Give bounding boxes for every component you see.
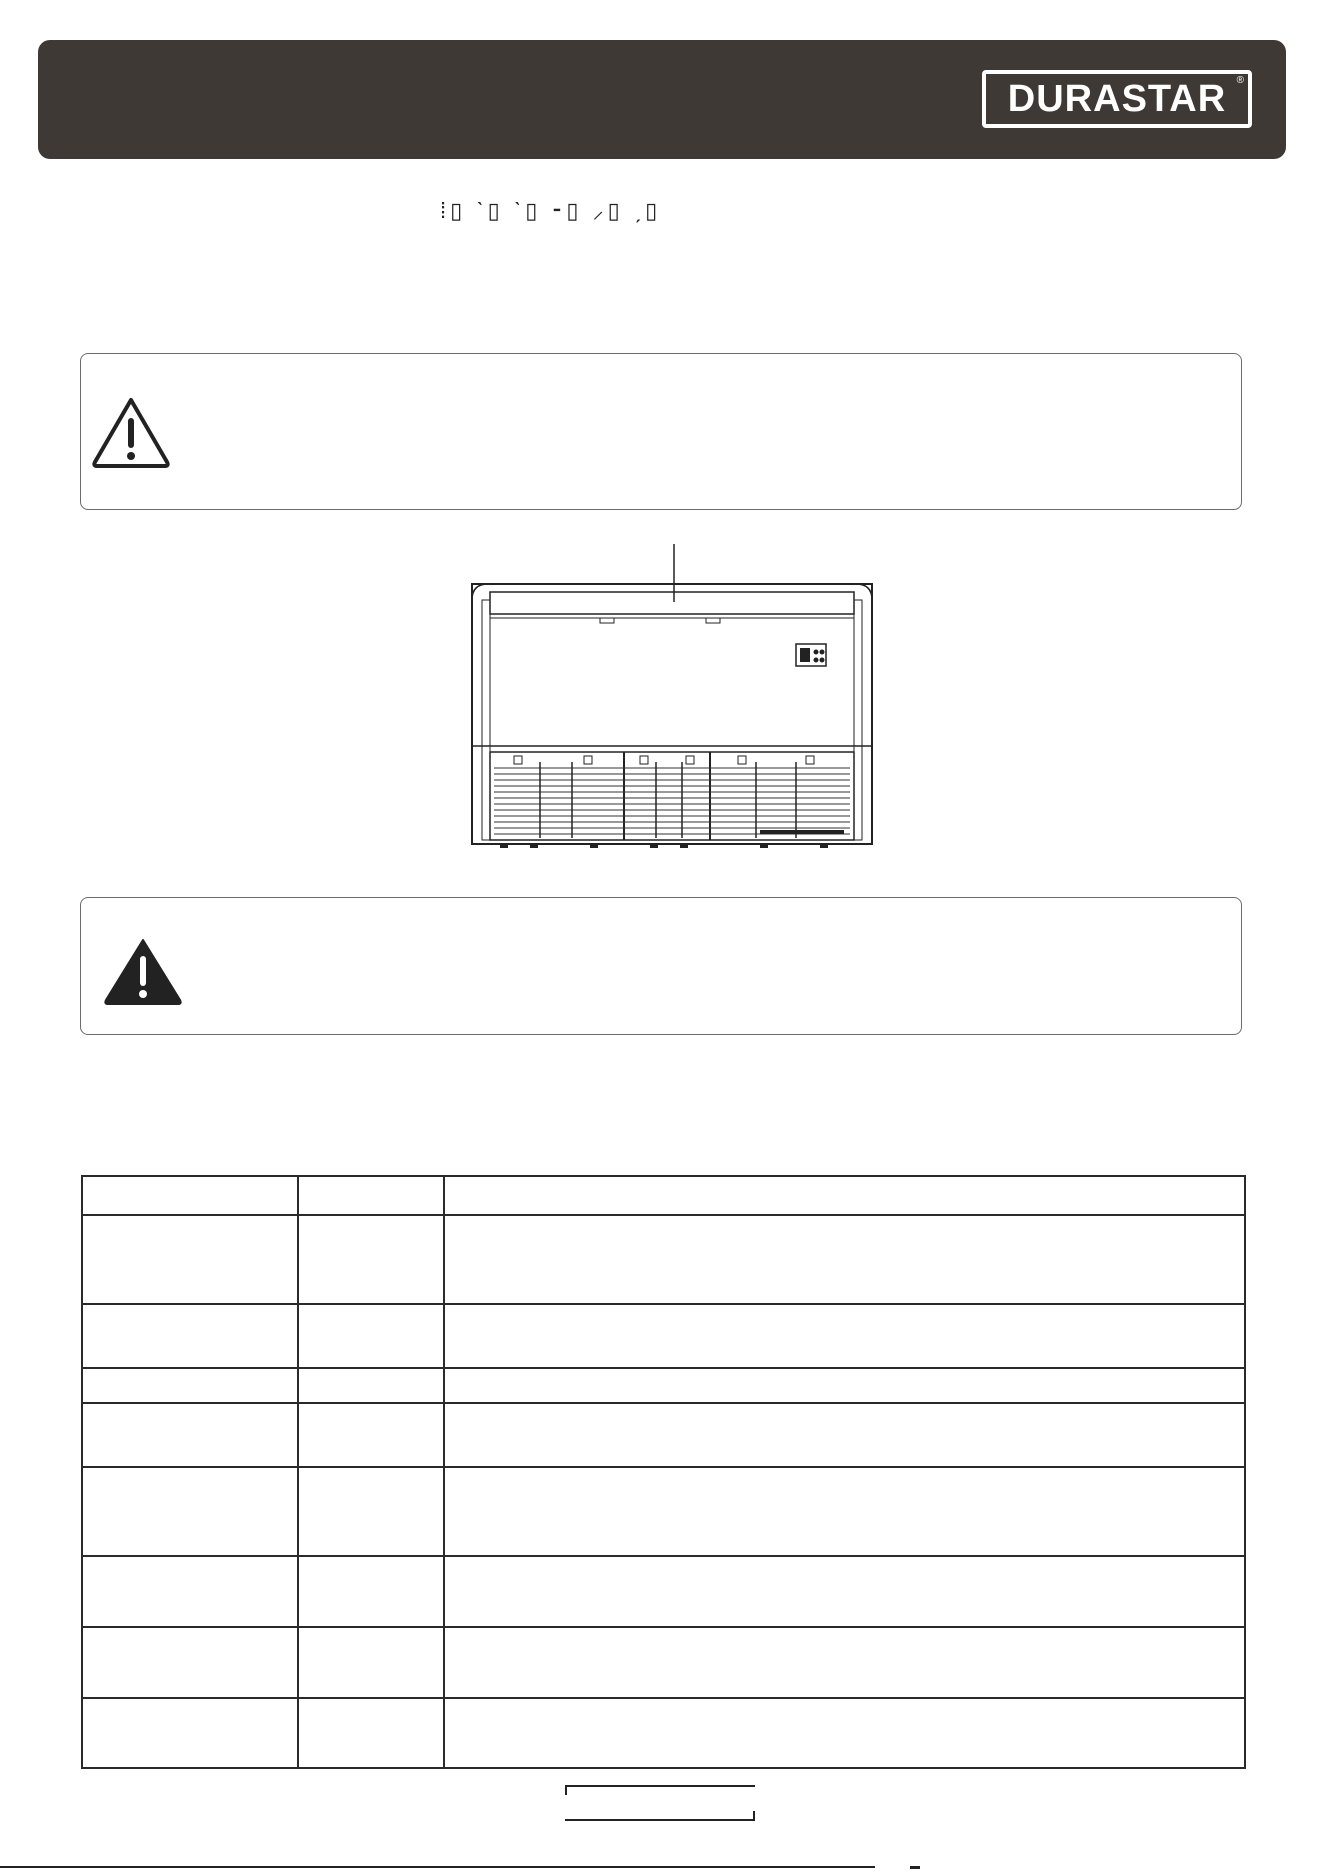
- specification-table: [81, 1175, 1246, 1769]
- header-bar: [38, 40, 1286, 159]
- table-row: [82, 1176, 1245, 1215]
- table-row: [82, 1627, 1245, 1698]
- registered-mark: ®: [1236, 75, 1245, 86]
- brand-logo: [982, 70, 1252, 128]
- warning-outline-icon: [91, 396, 171, 468]
- table-row: [82, 1304, 1245, 1368]
- brand-name: DURASTAR: [1007, 78, 1227, 120]
- table-row: [82, 1698, 1245, 1768]
- table-row: [82, 1215, 1245, 1304]
- swing-position-icons: ⁞▯ ˋ▯ ˋ▯ ⁃▯ ⸝▯ ˏ▯: [440, 198, 662, 223]
- table-row: [82, 1467, 1245, 1556]
- footer-mark: [910, 1866, 920, 1869]
- table-row: [82, 1556, 1245, 1627]
- footer-rule: [0, 1866, 875, 1868]
- warning-filled-icon: [103, 936, 183, 1006]
- caution-notice: [80, 353, 1242, 510]
- page-number-box: [565, 1785, 755, 1821]
- warning-notice: [80, 897, 1242, 1035]
- indoor-unit-diagram: [460, 540, 880, 890]
- table-row: [82, 1368, 1245, 1403]
- table-row: [82, 1403, 1245, 1467]
